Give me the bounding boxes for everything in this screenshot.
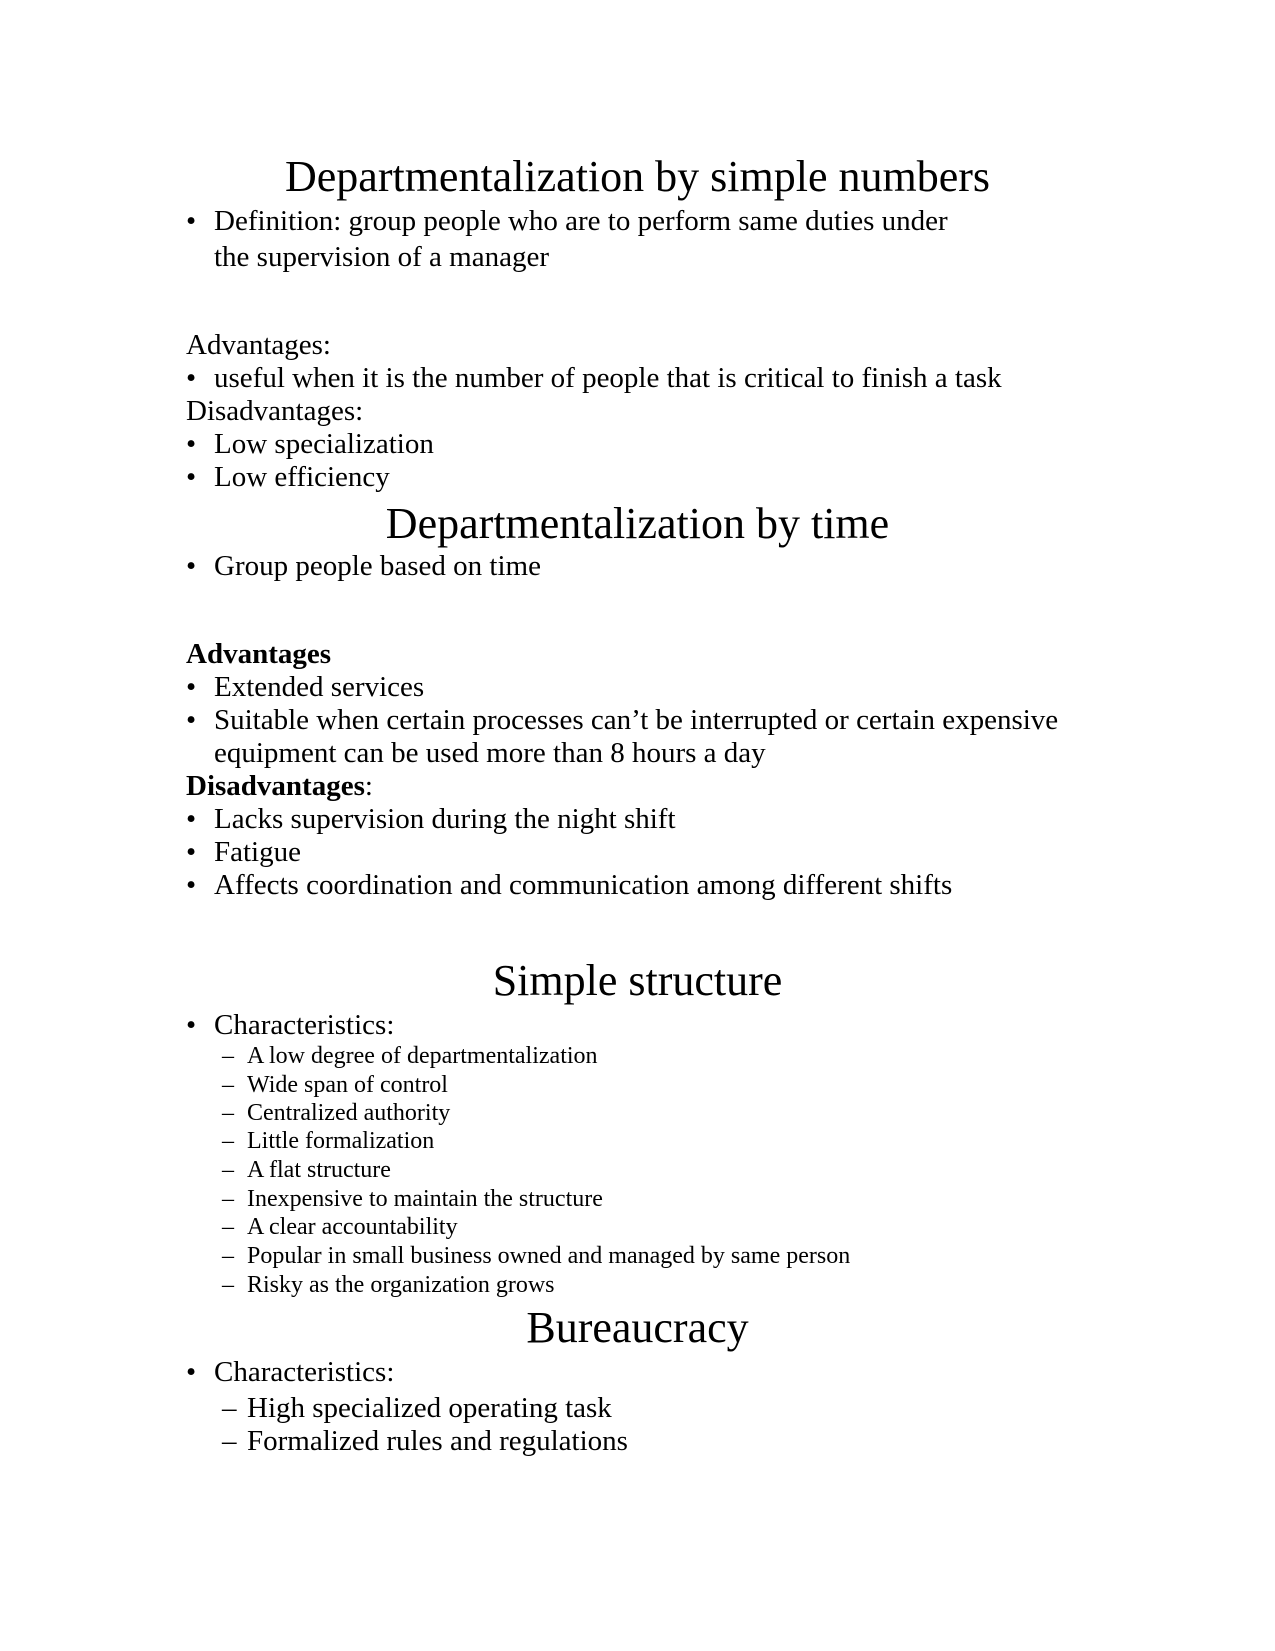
characteristic-item: Little formalization [247,1128,435,1154]
disadvantages-label: Disadvantages: [186,395,364,427]
dash-marker: – [222,1100,234,1126]
bullet-marker: • [186,704,197,736]
characteristic-item: A clear accountability [247,1214,458,1240]
disadvantage-item: Affects coordination and communication among different shifts [214,869,953,901]
dash-marker: – [222,1243,234,1269]
bullet-marker: • [186,836,197,868]
bullet-marker: • [186,671,197,703]
characteristic-item: Formalized rules and regulations [247,1425,628,1457]
time-bullet: Group people based on time [214,550,541,582]
bullet-marker: • [186,461,197,493]
disadvantage-item: Fatigue [214,836,301,868]
bullet-marker: • [186,1009,197,1041]
disadvantage-item: Low efficiency [214,461,390,493]
characteristic-item: Centralized authority [247,1100,451,1126]
bullet-marker: • [186,869,197,901]
advantage-item-line-1: Suitable when certain processes can’t be interrupted or certain expensive [214,704,1059,736]
definition-line-2: the supervision of a manager [214,241,550,273]
advantages-label: Advantages [186,638,332,670]
definition-line-1: Definition: group people who are to perform same duties under [214,205,948,237]
dash-marker: – [222,1425,237,1457]
disadvantages-label: Disadvantages [186,770,365,802]
heading-time: Departmentalization by time [385,499,890,548]
characteristic-item: Inexpensive to maintain the structure [247,1186,603,1212]
disadvantage-item: Lacks supervision during the night shift [214,803,676,835]
bullet-marker: • [186,550,197,582]
advantages-label: Advantages: [186,329,331,361]
characteristic-item: A low degree of departmentalization [247,1043,598,1069]
characteristic-item: A flat structure [247,1157,391,1183]
dash-marker: – [222,1128,234,1154]
dash-marker: – [222,1157,234,1183]
characteristic-item: Risky as the organization grows [247,1272,555,1298]
characteristic-item: Wide span of control [247,1072,448,1098]
characteristics-label: Characteristics: [214,1356,395,1388]
bullet-marker: • [186,428,197,460]
advantage-item: useful when it is the number of people that is critical to finish a task [214,362,1002,394]
dash-marker: – [222,1392,237,1424]
dash-marker: – [222,1043,234,1069]
heading-bureaucracy: Bureaucracy [526,1303,749,1352]
dash-marker: – [222,1072,234,1098]
characteristic-item: Popular in small business owned and managed by same person [247,1243,851,1269]
dash-marker: – [222,1214,234,1240]
bullet-marker: • [186,1356,197,1388]
bullet-marker: • [186,362,197,394]
characteristic-item: High specialized operating task [247,1392,612,1424]
dash-marker: – [222,1272,234,1298]
heading-simple-structure: Simple structure [492,956,783,1005]
dash-marker: – [222,1186,234,1212]
advantage-item-line-2: equipment can be used more than 8 hours a day [214,737,766,769]
bullet-marker: • [186,803,197,835]
bullet-marker: • [186,205,197,237]
characteristics-label: Characteristics: [214,1009,395,1041]
disadvantages-label-wrapper [186,769,373,803]
advantage-item: Extended services [214,671,425,703]
disadvantages-colon: : [364,770,373,802]
heading-simple-numbers: Departmentalization by simple numbers [284,152,991,201]
disadvantage-item: Low specialization [214,428,434,460]
